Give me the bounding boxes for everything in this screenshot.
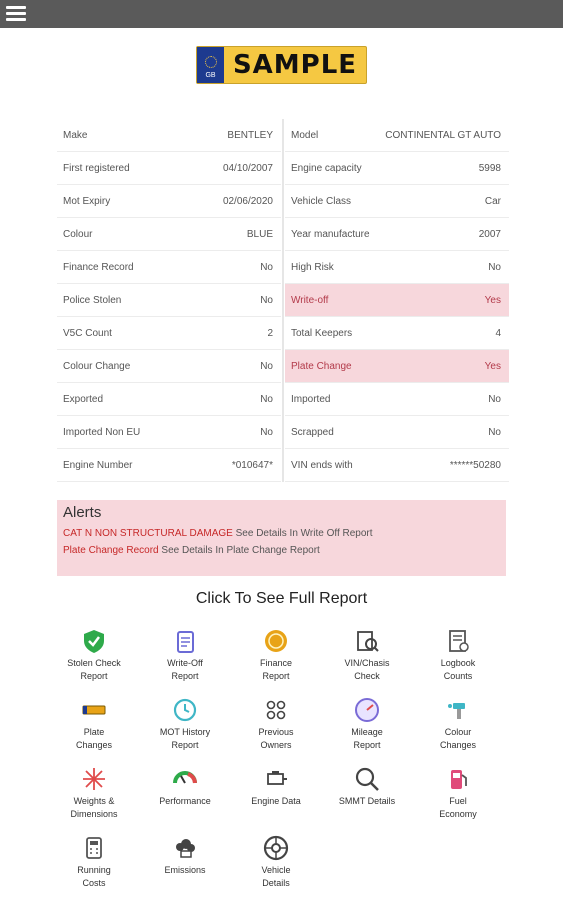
spec-value: Yes	[484, 294, 501, 306]
report-tile-engine-data[interactable]	[230, 766, 322, 832]
tile-label-line: Changes	[439, 740, 477, 750]
spec-row	[57, 284, 281, 317]
spec-value: No	[260, 426, 273, 438]
report-tile-label	[412, 726, 504, 752]
spec-label: Plate Change	[291, 360, 352, 372]
coin-icon	[263, 628, 289, 654]
spec-label: Colour Change	[63, 360, 131, 372]
report-tile-label	[321, 795, 413, 808]
clipboard-icon	[172, 628, 198, 654]
tile-label-line: Logbook	[440, 658, 476, 668]
spec-row	[285, 416, 509, 449]
logbook-icon	[445, 628, 471, 654]
spec-label: High Risk	[291, 261, 334, 273]
gauge-icon	[172, 766, 198, 792]
spec-value: 5998	[478, 162, 501, 174]
report-tile-plate-changes[interactable]	[48, 697, 140, 763]
spec-value: BLUE	[246, 228, 273, 240]
tile-label-line: Counts	[443, 671, 473, 681]
spec-row	[285, 218, 509, 251]
spec-label: Write-off	[291, 294, 329, 306]
spec-column-right	[285, 119, 509, 482]
spec-value: No	[260, 261, 273, 273]
report-tile-label	[48, 657, 140, 683]
report-tile-label	[412, 657, 504, 683]
spec-value: No	[260, 360, 273, 372]
spec-label: Mot Expiry	[63, 195, 111, 207]
spec-row	[285, 383, 509, 416]
spec-row	[57, 350, 281, 383]
tile-label-line: Check	[354, 671, 380, 681]
report-tile-performance[interactable]	[139, 766, 231, 832]
spec-label: Total Keepers	[291, 327, 353, 339]
plate-icon	[81, 697, 107, 723]
spec-row	[57, 449, 281, 482]
report-tile-label	[48, 864, 140, 890]
alert-text: See Details In Write Off Report	[232, 528, 373, 539]
menu-icon[interactable]	[6, 6, 26, 22]
spec-value: No	[488, 426, 501, 438]
magnifier-icon	[354, 766, 380, 792]
spec-label: Exported	[63, 393, 104, 405]
tile-label-line: Previous	[258, 727, 294, 737]
tile-label-line: Fuel	[449, 796, 467, 806]
tile-label-line: Emissions	[164, 865, 206, 875]
spec-value: No	[488, 261, 501, 273]
tile-label-line: Mileage	[351, 727, 383, 737]
spec-row	[285, 284, 509, 317]
eu-stars-icon	[205, 56, 217, 68]
odometer-icon	[354, 697, 380, 723]
report-tile-finance[interactable]	[230, 628, 322, 694]
alert-line	[63, 542, 500, 559]
spec-value: 2007	[478, 228, 501, 240]
tile-label-line: Weights &	[73, 796, 115, 806]
spec-row	[285, 185, 509, 218]
report-tile-label	[139, 795, 231, 808]
report-tile-logbook[interactable]	[412, 628, 504, 694]
tile-label-line: Economy	[439, 809, 477, 819]
report-tile-label	[321, 726, 413, 752]
alert-text: See Details In Plate Change Report	[158, 545, 320, 556]
report-tile-weights-dimensions[interactable]	[48, 766, 140, 832]
tile-label-line: Report	[353, 740, 381, 750]
spec-value: 04/10/2007	[222, 162, 273, 174]
spec-row	[57, 218, 281, 251]
arrows-icon	[81, 766, 107, 792]
tile-label-line: MOT History	[159, 727, 211, 737]
spec-label: V5C Count	[63, 327, 112, 339]
tile-label-line: Running	[77, 865, 111, 875]
spec-value: 4	[495, 327, 501, 339]
report-tile-write-off[interactable]	[139, 628, 231, 694]
engine-icon	[263, 766, 289, 792]
top-bar	[0, 0, 563, 28]
alerts-panel	[57, 500, 506, 576]
spec-value: 02/06/2020	[222, 195, 273, 207]
spec-row	[57, 185, 281, 218]
column-divider	[282, 119, 284, 482]
tile-label-line: Report	[171, 740, 199, 750]
spec-value: 2	[267, 327, 273, 339]
number-plate	[196, 46, 367, 84]
spec-row	[57, 152, 281, 185]
spec-label: Police Stolen	[63, 294, 122, 306]
tile-label-line: Details	[262, 878, 290, 888]
report-tile-mot-history[interactable]	[139, 697, 231, 763]
spec-value: CONTINENTAL GT AUTO	[385, 129, 501, 141]
report-tile-stolen-check[interactable]	[48, 628, 140, 694]
tile-label-line: Report	[80, 671, 108, 681]
report-tile-smmt-details[interactable]	[321, 766, 413, 832]
search-document-icon	[354, 628, 380, 654]
report-tile-previous-owners[interactable]	[230, 697, 322, 763]
spec-value: Yes	[484, 360, 501, 372]
spec-label: Engine Number	[63, 459, 133, 471]
tile-label-line: Owners	[260, 740, 292, 750]
tile-label-line: Stolen Check	[67, 658, 121, 668]
spec-row	[285, 119, 509, 152]
report-tile-label	[321, 657, 413, 683]
tile-label-line: SMMT Details	[338, 796, 396, 806]
spec-label: Finance Record	[63, 261, 134, 273]
shield-check-icon	[81, 628, 107, 654]
tile-label-line: Vehicle	[261, 865, 291, 875]
report-tile-label	[48, 795, 140, 821]
spec-value: No	[260, 393, 273, 405]
spec-value: No	[488, 393, 501, 405]
spec-row	[57, 119, 281, 152]
report-tile-label	[230, 726, 322, 752]
tile-label-line: Plate	[83, 727, 105, 737]
registration-text: SAMPLE	[232, 50, 358, 80]
tile-label-line: Costs	[82, 878, 106, 888]
report-tile-label	[230, 657, 322, 683]
spec-value: ******50280	[449, 459, 501, 471]
tile-label-line: Report	[262, 671, 290, 681]
tile-label-line: Performance	[159, 796, 211, 806]
alert-highlight: CAT N NON STRUCTURAL DAMAGE	[63, 528, 233, 539]
report-tile-label	[139, 864, 231, 877]
alerts-title: Alerts	[63, 504, 102, 521]
report-tile-fuel-economy[interactable]	[412, 766, 504, 832]
report-tile-colour-changes[interactable]	[412, 697, 504, 763]
report-tile-label	[139, 657, 231, 683]
report-tile-vin-chassis[interactable]	[321, 628, 413, 694]
report-tile-label	[230, 795, 322, 808]
spec-row	[57, 317, 281, 350]
tile-label-line: Engine Data	[251, 796, 301, 806]
spec-row	[285, 251, 509, 284]
spec-label: VIN ends with	[291, 459, 353, 471]
gb-flag-badge	[197, 47, 224, 83]
report-tile-mileage[interactable]	[321, 697, 413, 763]
spec-row	[285, 449, 509, 482]
spec-row	[57, 251, 281, 284]
spec-label: Imported Non EU	[63, 426, 141, 438]
report-tile-label	[48, 726, 140, 752]
spec-row	[285, 317, 509, 350]
spec-label: Make	[63, 129, 88, 141]
fuel-pump-icon	[445, 766, 471, 792]
report-tile-label	[412, 795, 504, 821]
emissions-icon	[172, 835, 198, 861]
history-icon	[172, 697, 198, 723]
tile-label-line: Finance	[259, 658, 293, 668]
spec-column-left	[57, 119, 281, 482]
spec-label: Scrapped	[291, 426, 334, 438]
alert-highlight: Plate Change Record	[63, 545, 159, 556]
spec-value: Car	[484, 195, 501, 207]
wheel-icon	[263, 835, 289, 861]
spec-label: Engine capacity	[291, 162, 362, 174]
spec-label: Imported	[291, 393, 331, 405]
spec-row	[57, 383, 281, 416]
tile-label-line: Changes	[75, 740, 113, 750]
tile-label-line: Dimensions	[70, 809, 118, 819]
report-tile-emissions[interactable]	[139, 835, 231, 900]
spec-label: Year manufacture	[291, 228, 370, 240]
tile-label-line: Report	[171, 671, 199, 681]
spec-label: Model	[291, 129, 319, 141]
report-tile-label	[139, 726, 231, 752]
spec-row	[57, 416, 281, 449]
spec-value: BENTLEY	[227, 129, 273, 141]
spec-row	[285, 350, 509, 383]
tile-label-line: Colour	[444, 727, 472, 737]
spec-value: *010647*	[231, 459, 273, 471]
report-tile-running-costs[interactable]	[48, 835, 140, 900]
spec-label: Vehicle Class	[291, 195, 352, 207]
spec-value: No	[260, 294, 273, 306]
spec-row	[285, 152, 509, 185]
spray-gun-icon	[445, 697, 471, 723]
tile-label-line: VIN/Chasis	[344, 658, 390, 668]
owners-icon	[263, 697, 289, 723]
plate-region: GB	[205, 72, 216, 79]
report-tile-vehicle-details[interactable]	[230, 835, 322, 900]
alert-line	[63, 525, 500, 542]
report-tile-label	[230, 864, 322, 890]
tile-label-line: Write-Off	[167, 658, 203, 668]
spec-label: Colour	[63, 228, 93, 240]
calculator-icon	[81, 835, 107, 861]
spec-label: First registered	[63, 162, 130, 174]
full-report-heading: Click To See Full Report	[195, 590, 368, 607]
